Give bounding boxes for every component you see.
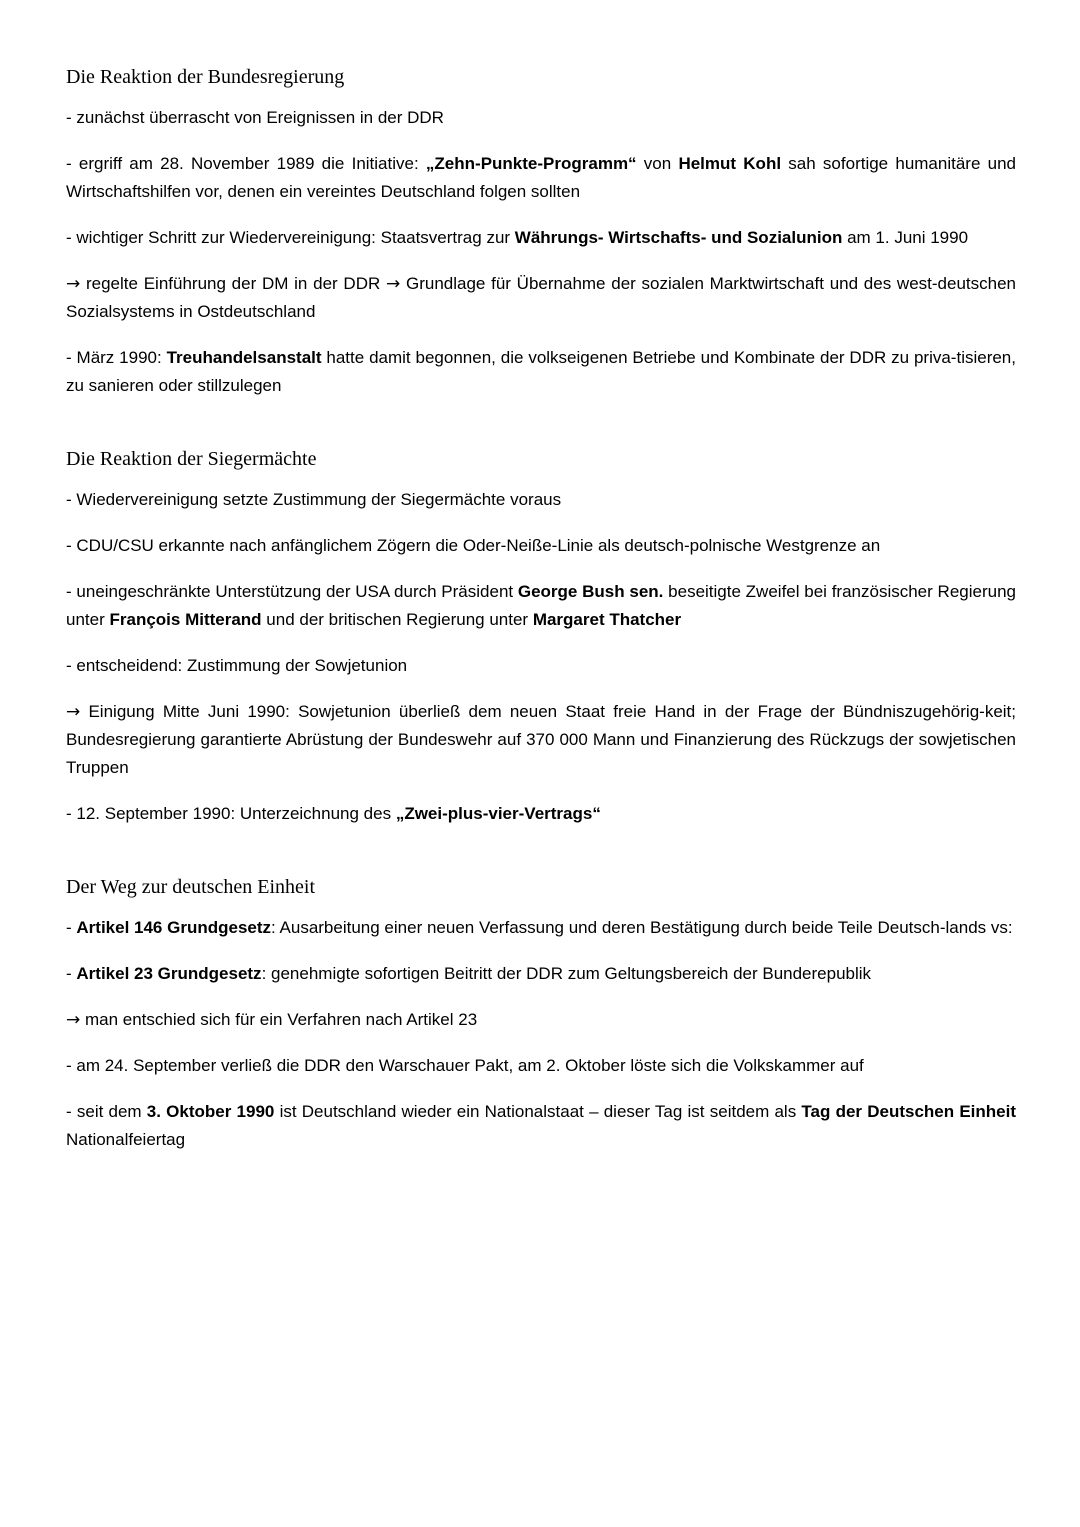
bold-text: „Zehn-Punkte-Programm“ — [425, 154, 637, 173]
paragraph — [66, 914, 1016, 942]
arrow-icon: → — [66, 702, 81, 722]
paragraph — [66, 150, 1016, 206]
text: - zunächst überrascht von Ereignissen in der DDR — [66, 108, 444, 127]
text: ist Deutschland wieder ein Nationalstaat – dieser Tag ist seitdem als — [274, 1102, 802, 1121]
section-heading: Der Weg zur deutschen Einheit — [66, 876, 316, 898]
paragraph — [66, 800, 1016, 828]
paragraph — [66, 1006, 1016, 1034]
text: - — [66, 964, 77, 983]
arrow-icon: → — [66, 1010, 81, 1030]
text: am 1. Juni 1990 — [842, 228, 969, 247]
paragraph — [66, 486, 1016, 514]
bold-text: „Zwei-plus-vier-Vertrags“ — [395, 804, 601, 823]
section — [66, 62, 1016, 400]
bold-text: Treuhandelsanstalt — [166, 348, 322, 367]
paragraph — [66, 1052, 1016, 1080]
arrow-icon: → — [386, 274, 401, 294]
text: - ergriff am 28. November 1989 die Initiative: — [66, 154, 426, 173]
text: - März 1990: — [66, 348, 167, 367]
bold-text: Helmut Kohl — [678, 154, 782, 173]
text: beseitigte Zweifel bei französischer Regierung unter — [66, 582, 1016, 629]
bold-text: Währungs- Wirtschafts- und Sozialunion — [514, 228, 843, 247]
text: - Wiedervereinigung setzte Zustimmung der Siegermächte voraus — [66, 490, 562, 509]
bold-text: Artikel 23 Grundgesetz — [76, 964, 262, 983]
text: sah sofortige humanitäre und Wirtschaftshilfen vor, denen ein vereintes Deutschland folgen sollten — [66, 154, 1017, 201]
paragraph — [66, 1098, 1016, 1154]
text: von — [636, 154, 679, 173]
text: - 12. September 1990: Unterzeichnung des — [66, 804, 396, 823]
paragraph — [66, 532, 1016, 560]
bold-text: 3. Oktober 1990 — [146, 1102, 275, 1121]
text: Grundlage für Übernahme der sozialen Marktwirtschaft und des west-deutschen Sozialsystems in Ostdeutschland — [66, 274, 1017, 321]
section-spacer — [66, 418, 1016, 444]
paragraph — [66, 578, 1016, 634]
text: und der britischen Regierung unter — [261, 610, 533, 629]
text: Nationalfeiertag — [66, 1130, 186, 1149]
arrow-icon: → — [66, 274, 81, 294]
text: man entschied sich für ein Verfahren nach Artikel 23 — [80, 1010, 478, 1029]
paragraph — [66, 698, 1016, 782]
bold-text: George Bush sen. — [517, 582, 664, 601]
bold-text: Tag der Deutschen Einheit — [801, 1102, 1017, 1121]
text: - — [66, 918, 77, 937]
section-spacer — [66, 846, 1016, 872]
text: Einigung Mitte Juni 1990: Sowjetunion überließ dem neuen Staat freie Hand in der Frage der Bündniszugehörig-keit; Bundesregierung garantierte Abrüstung der Bundeswehr auf 370 000 Mann und Finanzierung des Rückzugs der sowjetischen Truppen — [66, 702, 1016, 777]
text: - am 24. September verließ die DDR den Warschauer Pakt, am 2. Oktober löste sich die Volkskammer auf — [66, 1056, 864, 1075]
text: - entscheidend: Zustimmung der Sowjetunion — [66, 656, 408, 675]
text: - CDU/CSU erkannte nach anfänglichem Zögern die Oder-Neiße-Linie als deutsch-polnische Westgrenze an — [66, 536, 881, 555]
paragraph — [66, 104, 1016, 132]
paragraph — [66, 960, 1016, 988]
paragraph — [66, 344, 1016, 400]
paragraph — [66, 652, 1016, 680]
bold-text: Artikel 146 Grundgesetz — [76, 918, 272, 937]
section-heading: Die Reaktion der Siegermächte — [66, 448, 317, 470]
document-content — [66, 62, 1016, 1172]
text: : Ausarbeitung einer neuen Verfassung und deren Bestätigung durch beide Teile Deutsch-lands vs: — [271, 918, 1013, 937]
section-heading: Die Reaktion der Bundesregierung — [66, 66, 345, 88]
text: - uneingeschränkte Unterstützung der USA durch Präsident — [66, 582, 518, 601]
bold-text: Margaret Thatcher — [532, 610, 682, 629]
text: : genehmigte sofortigen Beitritt der DDR zum Geltungsbereich der Bunderepublik — [261, 964, 872, 983]
paragraph — [66, 270, 1016, 326]
section — [66, 872, 1016, 1154]
text: hatte damit begonnen, die volkseigenen Betriebe und Kombinate der DDR zu priva-tisieren, zu sanieren oder stillzulegen — [66, 348, 1016, 395]
section — [66, 444, 1016, 828]
paragraph — [66, 224, 1016, 252]
text: regelte Einführung der DM in der DDR — [80, 274, 386, 293]
text: - wichtiger Schritt zur Wiedervereinigung: Staatsvertrag zur — [66, 228, 515, 247]
bold-text: François Mitterand — [109, 610, 262, 629]
text: - seit dem — [66, 1102, 147, 1121]
